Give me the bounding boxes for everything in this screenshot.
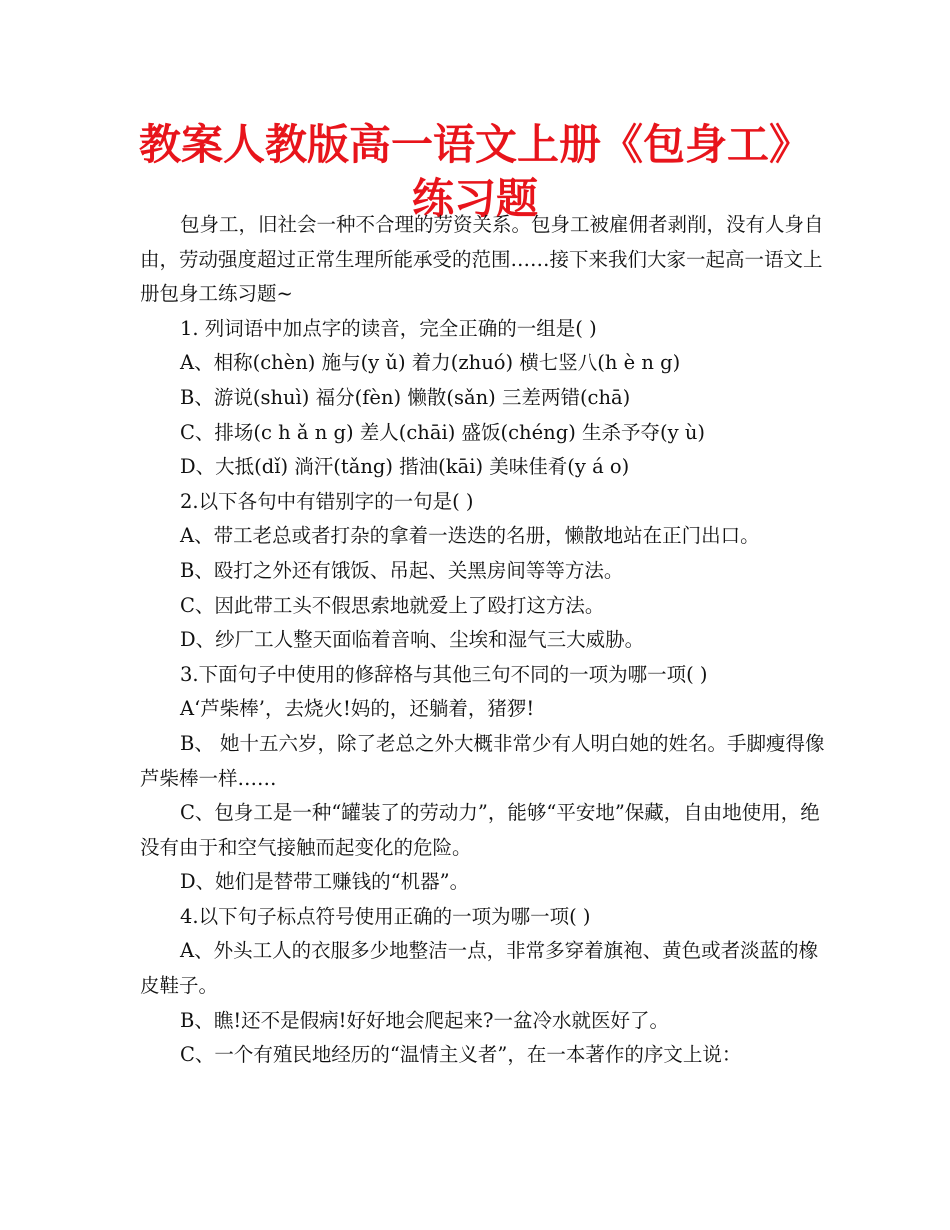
question-1-option-d: D、大抵(dǐ) 淌汗(tǎng) 揩油(kāi) 美味佳肴(y á o) <box>180 455 630 479</box>
question-2-option-d: D、纱厂工人整天面临着音响、尘埃和湿气三大威胁。 <box>180 628 645 652</box>
question-3: 3.下面句子中使用的修辞格与其他三句不同的一项为哪一项( ) <box>180 662 708 686</box>
question-1-option-b: B、游说(shuì) 福分(fèn) 懒散(sǎn) 三差两错(chā) <box>180 385 631 409</box>
question-4-option-c: C、一个有殖民地经历的“温情主义者”，在一本著作的序文上说： <box>180 1043 742 1067</box>
question-4: 4.以下句子标点符号使用正确的一项为哪一项( ) <box>180 904 591 928</box>
question-3-option-a: A‘芦柴棒’，去烧火!妈的，还躺着，猪猡! <box>180 697 535 721</box>
question-2-option-b: B、殴打之外还有饿饭、吊起、关黑房间等等方法。 <box>180 558 624 582</box>
question-1-option-c: C、排场(c h ǎ n g) 差人(chāi) 盛饭(chéng) 生杀予夺(y ù) <box>180 420 705 444</box>
question-1-option-a: A、相称(chèn) 施与(y ǔ) 着力(zhuó) 横七竖八(h è n g) <box>180 351 681 375</box>
question-3-option-c: C、包身工是一种“罐装了的劳动力”，能够“平安地”保藏，自由地使用，绝没有由于和空气接触而起变化的危险。 <box>140 801 820 859</box>
question-2: 2.以下各句中有错别字的一句是( ) <box>180 489 474 513</box>
intro-paragraph: 包身工，旧社会一种不合理的劳资关系。包身工被雇佣者剥削，没有人身自由，劳动强度超过正常生理所能承受的范围……接下来我们大家一起高一语文上册包身工练习题~ <box>140 213 824 306</box>
question-2-option-c: C、因此带工头不假思索地就爱上了殴打这方法。 <box>180 593 605 617</box>
question-4-option-a: A、外头工人的衣服多少地整洁一点，非常多穿着旗袍、黄色或者淡蓝的橡皮鞋子。 <box>140 939 819 998</box>
question-1: 1. 列词语中加点字的读音，完全正确的一组是( ) <box>180 316 597 340</box>
question-3-option-b: B、 她十五六岁，除了老总之外大概非常少有人明白她的姓名。手脚瘦得像芦柴棒一样…… <box>140 731 825 790</box>
document-title: 教案人教版高一语文上册《包身工》练习题 <box>138 120 811 223</box>
question-2-option-a: A、带工老总或者打杂的拿着一迭迭的名册，懒散地站在正门出口。 <box>180 524 760 548</box>
document-body <box>140 208 830 1073</box>
question-4-option-b: B、瞧!还不是假病!好好地会爬起来?一盆冷水就医好了。 <box>180 1008 669 1032</box>
question-3-option-d: D、她们是替带工赚钱的“机器”。 <box>180 870 470 894</box>
